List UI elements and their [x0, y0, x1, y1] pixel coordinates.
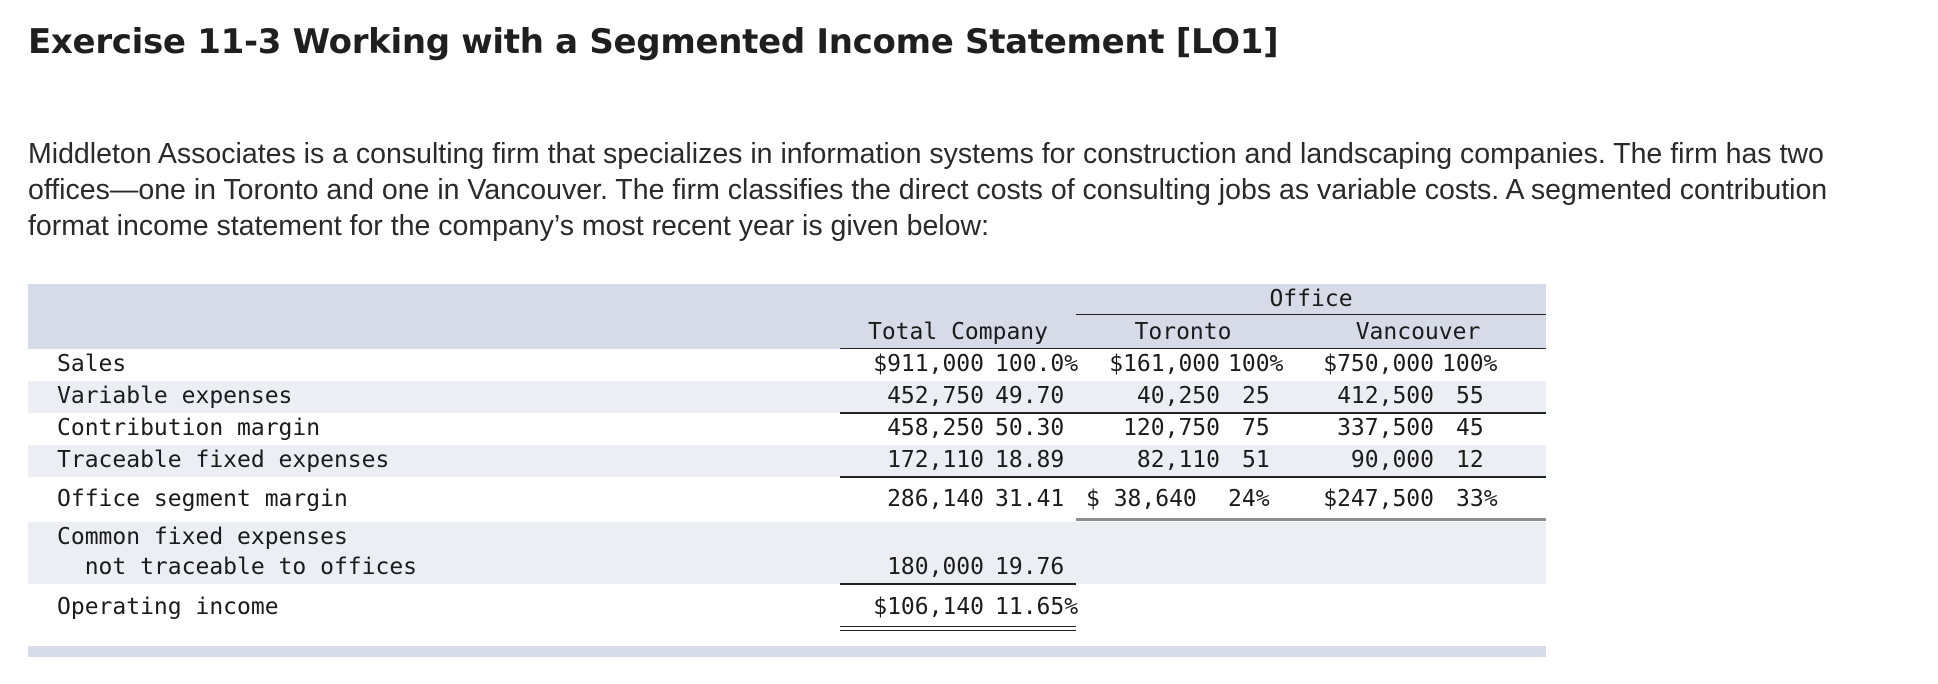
office-header-rule: [1076, 314, 1546, 315]
total-percent: 19.76: [995, 554, 1065, 580]
total-amount: 286,140: [887, 486, 984, 512]
total-amount: 452,750: [887, 383, 984, 409]
total-percent: 31.41: [995, 486, 1065, 512]
row-label: Operating income: [57, 594, 279, 620]
total-amount: $106,140: [873, 594, 984, 620]
row-label-continued: not traceable to offices: [57, 554, 418, 580]
vancouver-percent: 55: [1456, 383, 1484, 409]
toronto-percent: 24%: [1228, 486, 1270, 512]
segment-margin-rule: [1076, 518, 1546, 521]
subtotal-rule: [1076, 476, 1546, 478]
subtotal-rule: [840, 583, 1076, 585]
total-percent: 50.30: [995, 415, 1065, 441]
row-label: Variable expenses: [57, 383, 293, 409]
col-header-vancouver: Vancouver: [1355, 319, 1481, 345]
toronto-amount: 120,750: [1123, 415, 1220, 441]
total-percent: 49.70: [995, 383, 1065, 409]
toronto-percent: 100%: [1228, 351, 1284, 377]
total-amount: 172,110: [887, 447, 984, 473]
toronto-amount: $ 38,640: [1086, 486, 1197, 512]
vancouver-percent: 33%: [1456, 486, 1498, 512]
vancouver-percent: 45: [1456, 415, 1484, 441]
col-header-total: Total Company: [867, 319, 1048, 345]
subtotal-rule: [840, 476, 1076, 478]
toronto-percent: 25: [1242, 383, 1270, 409]
vancouver-percent: 100%: [1442, 351, 1498, 377]
total-amount: 458,250: [887, 415, 984, 441]
total-double-rule: [840, 626, 1076, 631]
row-label: Common fixed expenses: [57, 524, 348, 550]
row-label: Office segment margin: [57, 486, 348, 512]
row-label: Sales: [57, 351, 127, 377]
total-amount: 180,000: [887, 554, 984, 580]
total-amount: $911,000: [873, 351, 984, 377]
total-percent: 11.65%: [995, 594, 1079, 620]
vancouver-percent: 12: [1456, 447, 1484, 473]
intro-paragraph: Middleton Associates is a consulting firm that specializes in information systems for construction and landscaping companies. The firm has two offices—one in Toronto and one in Vancouver. The firm classifies the direct costs of consulting jobs as variable costs. A segmented contribution format income statement for the company’s most recent year is given below:: [28, 138, 1828, 242]
row-label: Contribution margin: [57, 415, 321, 441]
vancouver-amount: 412,500: [1337, 383, 1434, 409]
vancouver-amount: $750,000: [1323, 351, 1434, 377]
toronto-percent: 51: [1242, 447, 1270, 473]
toronto-amount: $161,000: [1109, 351, 1220, 377]
toronto-percent: 75: [1242, 415, 1270, 441]
total-percent: 100.0%: [995, 351, 1079, 377]
col-header-toronto: Toronto: [1134, 319, 1232, 345]
row-label: Traceable fixed expenses: [57, 447, 390, 473]
office-group-header: Office: [1269, 286, 1353, 312]
vancouver-amount: 90,000: [1350, 447, 1434, 473]
total-percent: 18.89: [995, 447, 1065, 473]
toronto-amount: 82,110: [1136, 447, 1220, 473]
vancouver-amount: 337,500: [1337, 415, 1434, 441]
segmented-income-statement: [28, 284, 1546, 657]
vancouver-amount: $247,500: [1323, 486, 1434, 512]
toronto-amount: 40,250: [1136, 383, 1220, 409]
page-title: Exercise 11-3 Working with a Segmented Income Statement [LO1]: [28, 22, 1279, 62]
footer-band: [28, 646, 1546, 657]
